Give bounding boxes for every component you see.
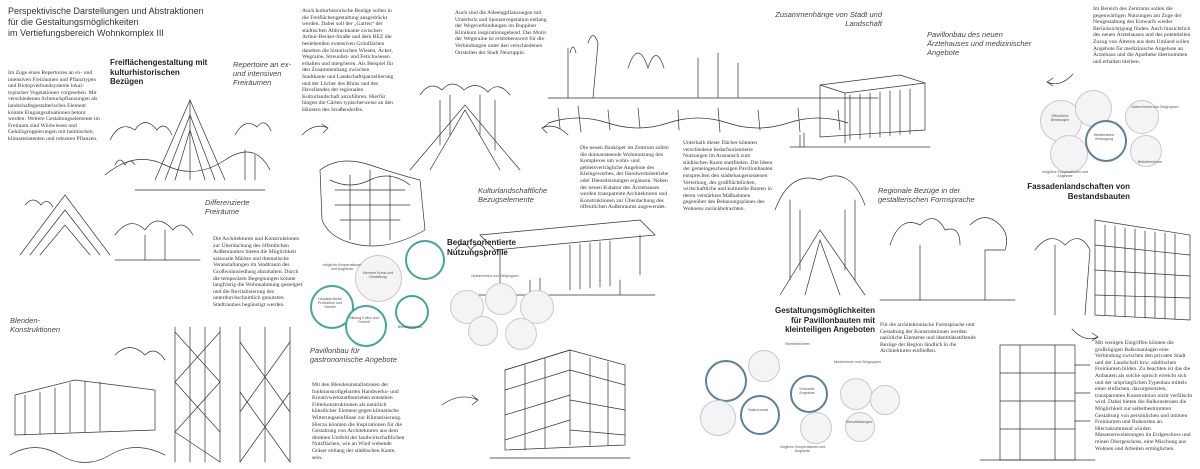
heading-freiflaechengestaltung: Freiflächengestaltung mit kulturhistorischen Bezügen <box>110 58 208 86</box>
diagram1-label: Handwerkliche Produktion und Handel <box>317 297 343 310</box>
diagram3-label: Kulturelle Angebote <box>799 387 815 396</box>
sketch-aerztehaus <box>790 55 930 155</box>
diagram2-label: Nutzer/innen und Zielgruppen <box>1131 105 1179 109</box>
diagram3-bubble <box>740 395 780 435</box>
diagram3-bubble <box>800 412 832 444</box>
diagram3-label: Dienstleistungen <box>845 420 873 424</box>
heading-fassadenlandschaften: Fassadenlandschaften von Bestandsbauten <box>1027 182 1130 201</box>
heading-bedarfsorientiert: Bedarfsorientierte Nutzungsprofile <box>447 238 516 257</box>
title-line-3: im Vertiefungsbereich Wohnkomplex III <box>8 28 164 38</box>
title-line-2: für die Gestaltungsmöglichkeiten <box>8 17 139 27</box>
page-title <box>8 6 208 39</box>
diagram3-bubble <box>845 412 875 442</box>
arrow-icon <box>1045 70 1075 90</box>
sketch-allee <box>400 65 540 175</box>
sketch-baumallee <box>770 160 875 300</box>
diagram1-label: Mehrere Kunst und Gestaltung <box>362 271 394 280</box>
diagram2-label: Betreiber/innen <box>1137 160 1163 164</box>
diagram2-label: mögliche Kooperationen und Angebote <box>1042 170 1088 179</box>
diagram3-bubble <box>705 360 747 402</box>
text-block-balkone: Mit wenigen Eingriffen können die großzügigen Balkonanlagen eine Verbindung zwischen den privaten Stadt und der Landschaft bzw. städtischen Freiräumen bilden. Zu beachten ist das die Anbauten als solche optisch erreicht sich und der ursprünglichen Typenbau mittels einer einfachen, davorgesetzten, transparenten Konstruktion nicht verfälscht wird. Dabei bieten die Balkonsteraen die Möglichkeit zur selbstbestimmten Gestaltung von persönlichen und intimen Freiräumen und Ruheorten an. Hierzukommend würden Massenerweiterungen im Erdgeschoss und reinen Obergeschoss, eine Mischung aus Wohnen und Arbeiten ermöglichen. <box>1095 340 1193 452</box>
diagram2-label: Medizinische Versorgung <box>1093 133 1115 142</box>
text-block-repertoire: Im Zuge eines Repertoires an ex- und intensiven Freiräumen und Pflanztypen und Biotopverbundsysteme lokal-typischer Vegetationen vorgesehen. Mit verschiedenen Schmuckpflanzungen als landschaftsgestalterisches Element könnte Eingangssituationen betont werden: Weitere Gestaltungselemente im Freiraum sind Wildwiesen und Gehölzgruppierungen mit heimischen, klimaresistenten und robusten Pflanzen. <box>8 70 100 142</box>
heading-differenzierte-freiraeume: Differenzierte Freiräume <box>205 198 250 216</box>
diagram2-bubble <box>1050 135 1088 173</box>
diagram1-bubble <box>345 305 387 347</box>
sketch-blenden <box>5 335 170 465</box>
diagram1b-bubble <box>468 316 498 346</box>
heading-kulturlandschaft: Kulturlandschaftliche Bezugselemente <box>478 186 548 204</box>
arrow-icon <box>540 120 570 140</box>
arrow-icon <box>300 120 330 140</box>
diagram1-label: Bildung Kultur und Freizeit <box>349 316 379 325</box>
sketch-differenzierte <box>15 175 205 265</box>
diagram3-label: mögliche Kooperationen und Angebote <box>779 445 826 454</box>
title-line-1: Perspektivische Darstellungen und Abstraktionen <box>8 6 204 16</box>
heading-repertoire: Repertoire an ex- und intensiven Freiräumen <box>233 60 291 87</box>
diagram3-bubble <box>748 350 780 382</box>
heading-pavillon-gastronomie: Pavillonbau für gastronomische Angebote <box>310 346 397 364</box>
arrow-icon <box>440 390 480 410</box>
diagram2-label: Öffentliche Beratungen <box>1050 114 1070 123</box>
diagram1b-bubble <box>485 283 517 315</box>
sketch-blenden-struktur <box>170 322 310 467</box>
diagram3-bubble <box>700 400 736 436</box>
sketch-pavillon-markt <box>450 195 660 305</box>
text-block-blenden: Mit den Blendeninstallationen der funktionsrollgebarten Handwerks- und Kreativwerkstattbetrieben entstehen Filterkonstruktionen als natürlich künstlicher Element gegen klimatische Witterungseinflüsse zur Klimatisierung. Hierzu könnten die Inspirationen für die Gestaltung von Architekturen aus dem direkten Umfeld der landwirtschaftlichen Nutzflächen, wie an Wind wehende Gräser entlang der städtischen Kante, sein. <box>312 382 405 461</box>
sketch-fassaden <box>1030 210 1195 325</box>
text-block-kulturhistorisch: Auch kulturhistorische Bezüge sollen in die Freiflächengestaltung ausgedrückt werden. Dabei soll der „Garten“ der städtischen Abbruchkante zwischen Arthur-Becker-Straße und dem REZ die bestehenden extensiven Grünflächen daneben die historischen Wiesen, Äcker, Wegraine, Streuobst- und Fetichwiesen erhalten und integrieren. Als Beispiel für den Zusammenhang zwischen Stadtkante und Landschaftsparzellierung und der Löcher des Rhins und des Havellandes der regionalen Kulturlandschaft anzuführen. Hierfür hingen die Gärten typischerweise an den Häusern des Straßendorfes. <box>302 8 394 113</box>
diagram3-label: Betreiber/innen <box>785 342 810 346</box>
text-block-ueberdachung: Die Architekturen und Konstruktionen zur Überdachung des öffentlichen Außenraumes bieten die Möglichkeit saisonale Märkte und thematische Veranstaltungen im Stadtraum des Großwohnsiedlung abzuhalten. Durch die temporären Begegnungen könnte langfristig die Wohnnahmung gesteigert und die Revitalisierung des unterdurchschnittlich genutzten Stadtraumes begünstigt werden. <box>213 236 303 308</box>
diagram1b-label: Nutzer/innen und Zielgruppen <box>471 274 519 278</box>
diagram1-bubble <box>395 295 429 329</box>
diagram1-label: Betreiber/innen <box>397 325 423 329</box>
diagram1b-bubble <box>505 318 537 350</box>
sketch-gebaeudeschnitt <box>980 335 1095 465</box>
text-block-alleen: Auch sind die Alleengpflanzungen mit Unterholz und Sponanvegetation entlang der Wegeverbindungen im Ruppiner Klinikum inspirationsgebend. Das Motiv der Wegeraine ist erstrebenswert für die Verbindungen unter den verschiedenen Ortsteilen der Stadt Neuruppin. <box>455 10 547 56</box>
diagram1-bubble <box>405 240 445 280</box>
text-block-formsprache: Für die architektonische Formsprache und Gestaltung der Konstruktionen werden natürliche Elemente und identitätsstiftende Bezüge der Region ländlich in die Architekturen einfließen. <box>880 322 976 355</box>
diagram3-label: Gastronomie <box>747 408 769 412</box>
diagram1-label: mögliche Kooperationen und Angebote <box>322 263 362 272</box>
sketch-regionale-baeume <box>870 205 1020 315</box>
arrow-icon <box>1070 325 1100 345</box>
heading-zusammenhaenge: Zusammenhänge von Stadt und Landschaft <box>775 10 882 28</box>
text-block-baukoerper: Die neuen Bauköper im Zentrum sollen die donnansteende Wohnnutzung des Komplexes um wohn- und gebietsverträgliche Angebote des Kleingewerbes, der Handwerksbetriebe oder Dienstleistungen ergänzen. Neben der neuen Kubatur des Ärztehauses werden transparente Architekturen und Konstruktionen zur Überdachung des öffentlichen Außenraums angewendet. <box>580 145 669 211</box>
text-block-zentrum: Im Bereich des Zentrums sollen die gegenwärtigen Nutzungen am Zuge der Neugestaltung des Entwurfs wieder Berücksichtigung finden. Auch hinsichtlich des neuen Ärztehauses und des potentiellen Zuzug von Älteren aus dem Umland sollen Angebote für medizinische Angebote an Ärztehaus und die Apotheke übernommen und erhalten bleiben. <box>1093 6 1191 65</box>
heading-pavillonbau-aerztehaus: Pavillonbau des neuen Ärztehauses und medizinischer Angebote <box>927 30 1032 57</box>
diagram3-bubble <box>840 378 872 410</box>
heading-gestaltung-pavillonbauten: Gestaltungsmöglichkeiten für Pavillonbauten mit kleinteiligen Angeboten <box>774 306 875 334</box>
heading-regionale-bezuege: Regionale Bezüge in der gestalterischen Formsprache <box>878 186 975 204</box>
heading-blenden-konstruktionen: Blenden-Konstruktionen <box>10 316 61 334</box>
sketch-gastro-pavillon <box>490 330 630 465</box>
text-block-daecher: Unterhalb dieser Dächer könnten verschiedene bedarfsorientierte Nutzungen im Austausch zum städtischen Raum stattfinden. Die Ideen der gemeingeschossigen Pavillonbauten entsprechen den städtebaugenossenen Verteilung, des großflächtlichen, wirtschaftliche und kulturelle Bauten in deren verstärktes Maßnahmen gegenüber des Bebauungsplanes des Wohnens zurückbetrachten. <box>683 140 773 212</box>
diagram3-bubble <box>870 385 900 415</box>
diagram3-label: Nutzer/innen und Zielgruppen <box>833 360 882 364</box>
